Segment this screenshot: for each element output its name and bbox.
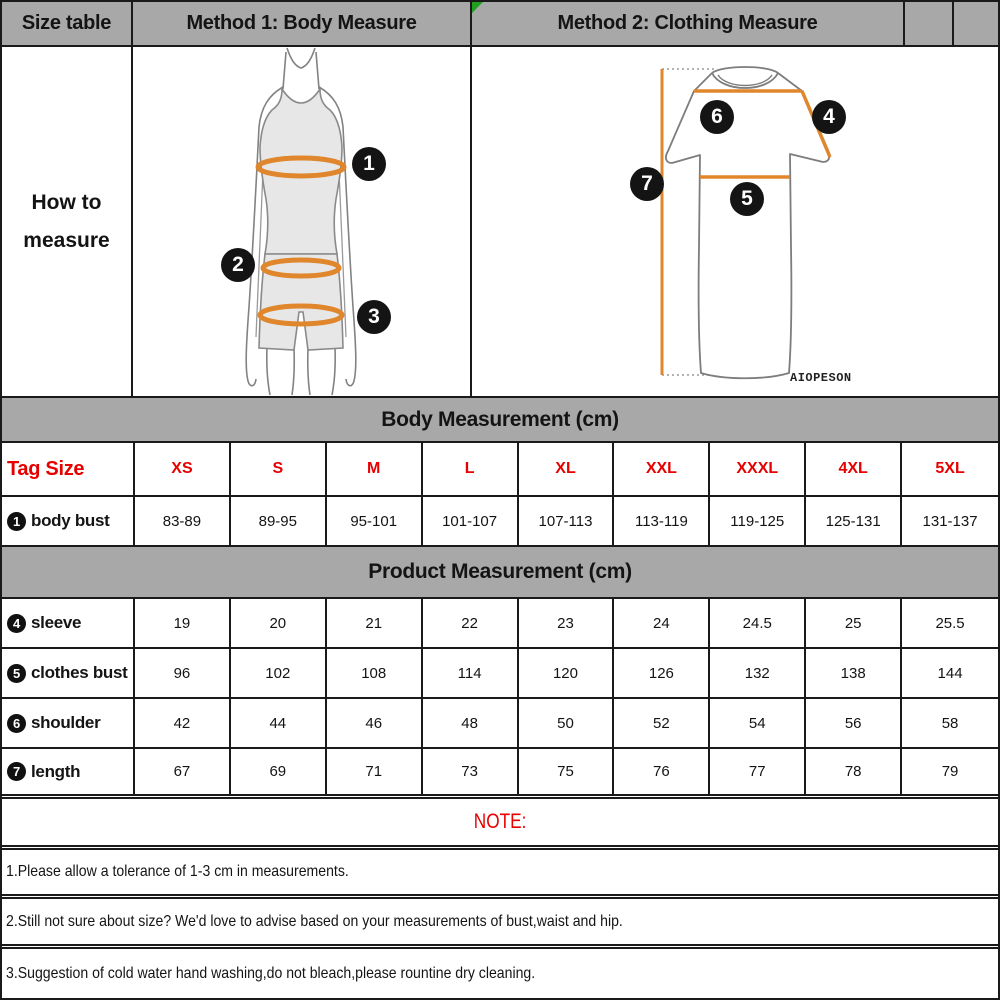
chin-outline xyxy=(287,48,315,68)
marker-6-shoulder xyxy=(700,100,734,134)
marker-2-waist xyxy=(221,248,255,282)
body-bust-xs: 83-89 xyxy=(135,497,231,545)
body-bust-xxxl: 119-125 xyxy=(710,497,806,545)
neck-outline xyxy=(283,52,319,89)
size-table-header xyxy=(2,2,133,45)
marker-1-number: 1 xyxy=(363,152,375,175)
length-label-cell xyxy=(2,749,135,794)
sleeve-m: 21 xyxy=(327,599,423,647)
marker-7-length xyxy=(630,167,664,201)
tag-size-label: Tag Size xyxy=(2,443,135,495)
body-bust-label-cell xyxy=(2,497,135,545)
sleeve-label-cell xyxy=(2,599,135,647)
shoulder-5xl: 58 xyxy=(941,714,959,732)
clothes-bust-xl: 120 xyxy=(519,649,615,697)
size-xxxl: XXXL xyxy=(710,443,806,495)
shoulder-l: 48 xyxy=(423,699,519,747)
header-empty-cell-1 xyxy=(905,2,954,45)
shorts-shape xyxy=(259,254,343,350)
marker-3-number: 3 xyxy=(368,305,380,328)
method2-label: Method 2: Clothing Measure xyxy=(557,12,818,34)
note-item-1 xyxy=(2,850,998,899)
length-s: 69 xyxy=(231,749,327,794)
body-bust-5xl: 131-137 xyxy=(922,512,978,530)
note-title-row xyxy=(2,799,998,850)
product-measurement-title: Product Measurement (cm) xyxy=(368,560,632,583)
sleeve-s: 20 xyxy=(231,599,327,647)
clothes-bust-xxl: 126 xyxy=(614,649,710,697)
clothes-bust-5xl: 144 xyxy=(937,664,963,682)
size-5xl: 5XL xyxy=(935,460,965,477)
sleeve-label: sleeve xyxy=(31,613,82,632)
method1-label: Method 1: Body Measure xyxy=(186,12,417,34)
clothes-bust-l: 114 xyxy=(423,649,519,697)
top-header-row xyxy=(2,2,998,47)
tshirt-outline xyxy=(666,73,829,378)
sleeve-4xl: 25 xyxy=(806,599,902,647)
shoulder-4xl: 56 xyxy=(806,699,902,747)
marker-2-number: 2 xyxy=(232,253,244,276)
note-item-3 xyxy=(2,949,998,998)
circled-6-icon: 6 xyxy=(7,714,26,733)
shoulder-s: 44 xyxy=(231,699,327,747)
shoulder-row xyxy=(2,699,998,749)
length-5xl: 79 xyxy=(941,763,959,780)
shoulder-xxl: 52 xyxy=(614,699,710,747)
shoulder-label: shoulder xyxy=(31,713,101,732)
body-measurement-banner xyxy=(2,398,998,443)
clothes-bust-4xl: 138 xyxy=(806,649,902,697)
sleeve-row xyxy=(2,599,998,649)
size-table-label: Size table xyxy=(21,12,112,34)
sleeve-l: 22 xyxy=(423,599,519,647)
collar-top xyxy=(712,67,778,73)
clothes-bust-s: 102 xyxy=(231,649,327,697)
length-xxxl: 77 xyxy=(710,749,806,794)
marker-5-clothes-bust xyxy=(730,182,764,216)
note-text-3: 3.Suggestion of cold water hand washing,do not bleach,please rountine dry cleaning. xyxy=(6,964,536,982)
circled-1-icon: 1 xyxy=(7,512,26,531)
note-title: NOTE: xyxy=(473,810,527,833)
clothing-measure-diagram xyxy=(472,47,998,396)
clothes-bust-m: 108 xyxy=(327,649,423,697)
method1-header xyxy=(133,2,472,45)
marker-4-sleeve xyxy=(812,100,846,134)
header-empty-cell-2 xyxy=(954,2,998,45)
circled-7-icon: 7 xyxy=(7,762,26,781)
length-l: 73 xyxy=(423,749,519,794)
size-xxl: XXL xyxy=(614,443,710,495)
clothes-bust-xs: 96 xyxy=(135,649,231,697)
length-row xyxy=(2,749,998,799)
size-4xl: 4XL xyxy=(806,443,902,495)
how-to-measure-line2: measure xyxy=(23,228,110,252)
tshirt-illustration xyxy=(472,47,998,396)
body-bust-label: body bust xyxy=(31,511,110,530)
shoulder-label-cell xyxy=(2,699,135,747)
diagram-row xyxy=(2,47,998,398)
green-corner-flag-icon xyxy=(472,2,483,13)
clothes-bust-row xyxy=(2,649,998,699)
how-to-measure-cell xyxy=(2,47,133,396)
sleeve-xxxl: 24.5 xyxy=(710,599,806,647)
body-figure-illustration xyxy=(133,47,472,396)
marker-3-hip xyxy=(357,300,391,334)
shoulder-xs: 42 xyxy=(135,699,231,747)
size-s: S xyxy=(231,443,327,495)
method2-header xyxy=(472,2,905,45)
tag-size-row xyxy=(2,443,998,497)
length-xs: 67 xyxy=(135,749,231,794)
brand-label: AIOPESON xyxy=(790,371,852,385)
product-measurement-banner xyxy=(2,547,998,599)
shoulder-xl: 50 xyxy=(519,699,615,747)
size-xl: XL xyxy=(519,443,615,495)
marker-1-bust xyxy=(352,147,386,181)
body-measure-diagram xyxy=(133,47,472,396)
note-item-2 xyxy=(2,899,998,949)
length-xl: 75 xyxy=(519,749,615,794)
size-xs: XS xyxy=(135,443,231,495)
note-text-1: 1.Please allow a tolerance of 1-3 cm in measurements. xyxy=(6,863,349,880)
sleeve-xxl: 24 xyxy=(614,599,710,647)
shoulder-xxxl: 54 xyxy=(710,699,806,747)
clothes-bust-xxxl: 132 xyxy=(710,649,806,697)
circled-5-icon: 5 xyxy=(7,664,26,683)
note-text-2: 2.Still not sure about size? We'd love to advise based on your measurements of bust,waist and hip. xyxy=(6,912,623,930)
marker-6-number: 6 xyxy=(711,105,723,128)
circled-4-icon: 4 xyxy=(7,614,26,633)
length-xxl: 76 xyxy=(614,749,710,794)
marker-4-number: 4 xyxy=(823,105,835,128)
body-bust-l: 101-107 xyxy=(423,497,519,545)
size-l: L xyxy=(423,443,519,495)
marker-5-number: 5 xyxy=(741,187,753,210)
shoulder-m: 46 xyxy=(327,699,423,747)
body-bust-xxl: 113-119 xyxy=(614,497,710,545)
body-bust-xl: 107-113 xyxy=(519,497,615,545)
length-m: 71 xyxy=(327,749,423,794)
body-bust-4xl: 125-131 xyxy=(806,497,902,545)
body-bust-row xyxy=(2,497,998,547)
how-to-measure-line1: How to xyxy=(31,190,102,214)
size-m: M xyxy=(327,443,423,495)
clothes-bust-label-cell xyxy=(2,649,135,697)
body-bust-m: 95-101 xyxy=(327,497,423,545)
length-4xl: 78 xyxy=(806,749,902,794)
clothes-bust-label: clothes bust xyxy=(31,663,128,682)
body-bust-s: 89-95 xyxy=(231,497,327,545)
sleeve-xs: 19 xyxy=(135,599,231,647)
body-measurement-title: Body Measurement (cm) xyxy=(381,407,619,431)
marker-7-number: 7 xyxy=(641,172,653,195)
sleeve-xl: 23 xyxy=(519,599,615,647)
legs-outline xyxy=(267,347,335,395)
sleeve-5xl: 25.5 xyxy=(935,614,965,632)
length-label: length xyxy=(31,761,81,781)
